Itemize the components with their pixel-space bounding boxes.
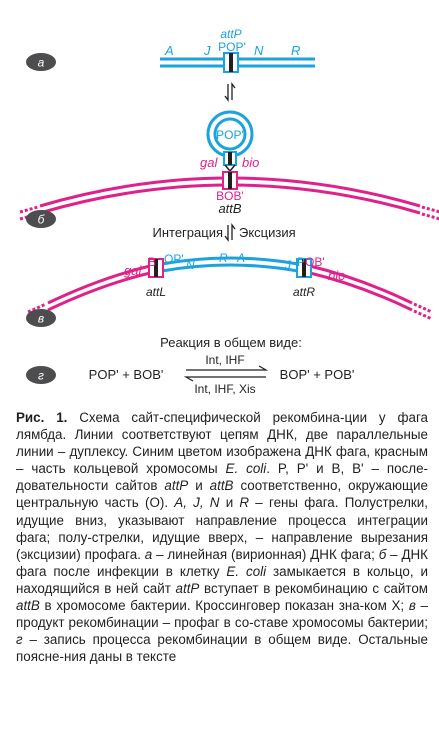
bio-v-label: bio — [328, 268, 346, 283]
gene-A-v-label: A — [237, 251, 246, 265]
panel-b-badge — [26, 210, 56, 228]
caption-text: . P, P' и B, B' – после-довательности сайтов — [16, 461, 428, 494]
gene-R-label: R — [291, 43, 301, 58]
caption-text: Схема сайт-специфической рекомбина-ции у фага лямбда. Линии соответствуют цепям ДНК, две параллельные линии – дуплексу. Синим цветом изображена ДНК фага, красным – часть кольцевой хромосомы — [16, 410, 428, 477]
excision-label: Эксцизия — [239, 225, 296, 240]
POP-ring-label: POP' — [216, 128, 244, 142]
forward-arrow-label: Int, IHF — [205, 353, 245, 367]
equilibrium-arrows-icon — [186, 366, 266, 381]
panel-b-label: б — [37, 212, 45, 227]
gene-J-v-label: J — [285, 258, 291, 272]
P-label: P — [297, 255, 306, 269]
caption-italic: б — [378, 546, 387, 562]
gal-label: gal — [200, 155, 218, 170]
attR-label: attR — [292, 285, 316, 299]
B-label: B — [148, 255, 157, 269]
attB-label: attB — [218, 201, 242, 216]
caption-italic: attP — [164, 478, 189, 494]
caption-text: – линейная (вирионная) ДНК фага; — [152, 546, 379, 562]
caption-italic: attB — [209, 478, 234, 494]
caption-text: – продукт рекомбинации – профаг в со-ставе хромосомы бактерии; — [16, 598, 428, 631]
figure-caption — [16, 409, 428, 665]
chrom-dashed-ends-v — [28, 304, 432, 319]
caption-fig-number: Рис. 1. — [16, 410, 68, 425]
panel-v-badge — [26, 309, 56, 327]
reaction-left-side: POP' + BOB' — [88, 367, 164, 382]
caption-text: и — [188, 478, 210, 494]
caption-italic: а — [144, 546, 153, 562]
caption-italic: R — [239, 495, 250, 511]
gene-J-label: J — [204, 43, 211, 58]
panel-g — [26, 335, 354, 396]
chrom-right-top — [310, 266, 412, 303]
core-O-bar — [229, 53, 233, 72]
half-arrows-b-v — [225, 225, 235, 240]
caption-text: замыкается в кольцо, и находящийся в ней сайт — [16, 563, 429, 596]
caption-text: вступает в рекомбинацию с сайтом — [199, 580, 428, 596]
bio-label: bio — [242, 155, 260, 170]
gene-N-label: N — [254, 43, 264, 58]
OB-label: OB' — [305, 255, 325, 269]
attB-core-bar — [228, 172, 232, 189]
chrom-left-bottom — [48, 273, 150, 310]
caption-italic: attP — [175, 580, 200, 596]
panel-a-badge — [26, 53, 56, 71]
gene-R-v-label: R — [219, 251, 228, 265]
caption-text: – ДНК фага после инфекции в клетку — [16, 546, 428, 579]
panel-g-badge — [26, 366, 56, 384]
caption-italic: E. coli — [225, 461, 267, 477]
gal-v-label: gal — [124, 263, 142, 278]
gene-N-v-label: N — [186, 258, 195, 272]
reverse-arrow-label: Int, IHF, Xis — [194, 382, 256, 396]
caption-italic: в — [408, 598, 416, 614]
reaction-heading: Реакция в общем виде: — [160, 335, 302, 350]
caption-text: – гены фага. Полустрелки, идущие вниз, указывают направление процесса интеграции фага; полу-стрелки, идущие вверх, – направление вырезания (эксцизии) профага. — [16, 495, 428, 562]
ring-core-bar — [228, 152, 232, 165]
reaction-right-side: BOP' + POB' — [279, 367, 355, 382]
panel-v-label: в — [37, 311, 45, 326]
half-arrows-a-b — [225, 84, 235, 100]
caption-italic: г — [16, 632, 23, 648]
caption-italic: E. coli — [226, 563, 267, 579]
panel-v — [26, 251, 432, 327]
attL-label: attL — [145, 285, 167, 299]
caption-text: – запись процесса рекомбинации в общем виде. Остальные поясне-ния даны в тексте — [16, 632, 428, 665]
panel-g-label: г — [38, 368, 44, 383]
POP-label: POP' — [218, 40, 246, 54]
panel-b — [20, 112, 439, 228]
panel-a-label: а — [37, 55, 45, 70]
caption-italic: attB — [16, 598, 40, 614]
gene-A-label: A — [165, 43, 174, 58]
chrom-right-bottom — [310, 273, 412, 310]
caption-text: соответственно, окружающие центральную часть (O). — [16, 478, 428, 511]
caption-text: в хромосоме бактерии. Кроссинговер показан зна-ком X; — [39, 598, 409, 614]
panel-a — [26, 27, 315, 72]
integration-label: Интеграция — [152, 225, 223, 240]
integration-excision — [152, 225, 295, 240]
attP-label: attP — [220, 27, 242, 41]
caption-italic: A, J, N — [174, 495, 220, 511]
BOB-label: BOB' — [216, 189, 244, 203]
OP-label: OP' — [164, 252, 184, 266]
caption-text: и — [219, 495, 240, 511]
